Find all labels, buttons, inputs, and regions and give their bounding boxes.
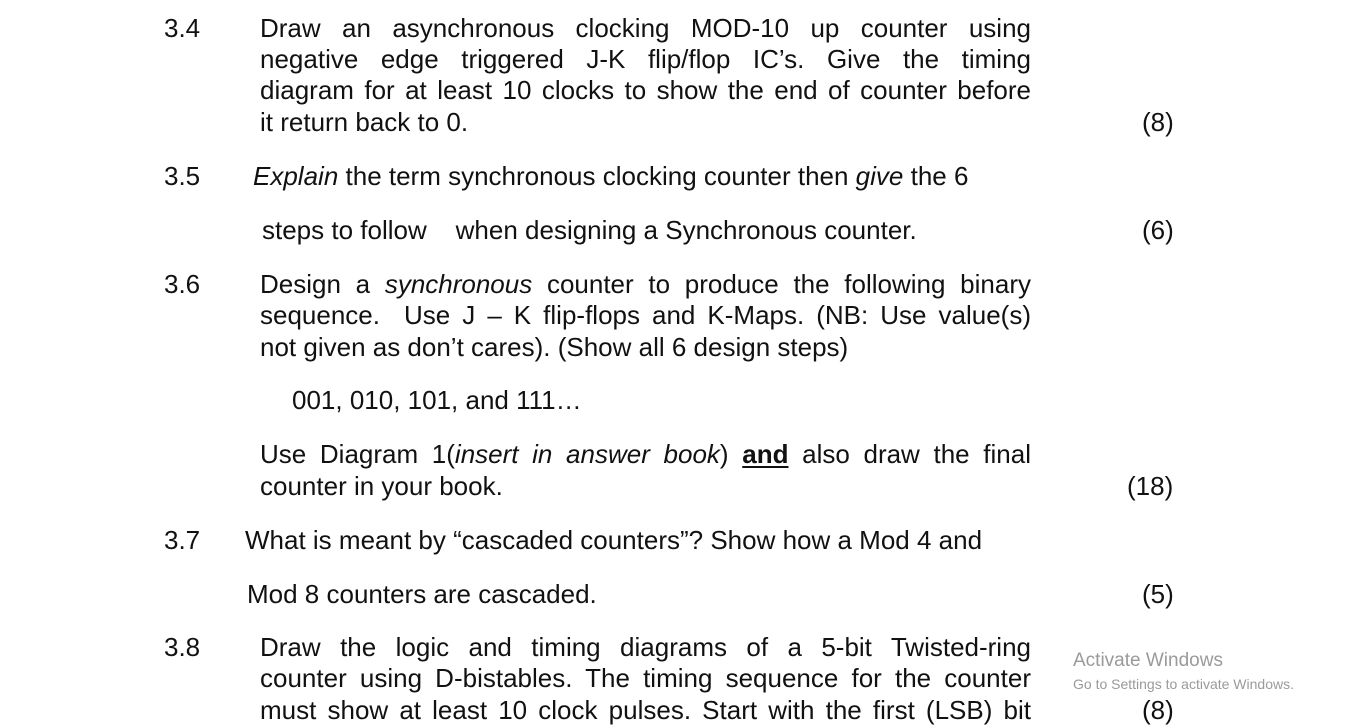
activate-windows-title: Activate Windows [1073, 650, 1223, 671]
q3-6-marks: (18) [1127, 471, 1174, 501]
q3-5-give: give [855, 161, 904, 191]
q3-6-text-c: Use Diagram 1( [260, 439, 455, 469]
q3-6-line-3: not given as don’t cares). (Show all 6 design steps) [260, 332, 849, 362]
q3-8-line-1: Draw the logic and timing diagrams of a 5-bit Twisted-ring [260, 632, 1031, 662]
q3-5-line-2: steps to follow when designing a Synchronous counter. [262, 215, 917, 245]
question-number-3-4: 3.4 [164, 13, 201, 43]
q3-4-line-3: diagram for at least 10 clocks to show the end of counter before [260, 75, 1031, 105]
q3-6-insert-note: insert in answer book [454, 439, 720, 469]
q3-7-line-1: What is meant by “cascaded counters”? Show how a Mod 4 and [245, 525, 983, 555]
q3-5-marks: (6) [1142, 215, 1174, 245]
q3-6-and-emphasis: and [742, 439, 789, 469]
q3-4-marks: (8) [1142, 107, 1174, 137]
q3-6-text-e: also draw the final [788, 439, 1031, 469]
question-number-3-7: 3.7 [164, 525, 201, 555]
q3-8-marks: (8) [1142, 695, 1174, 725]
q3-4-line-4: it return back to 0. [260, 107, 469, 137]
q3-6-line-1 [260, 269, 1031, 300]
q3-6-text-b: counter to produce the following binary [532, 269, 1031, 299]
q3-6-text-a: Design a [260, 269, 385, 299]
q3-6-synchronous: synchronous [384, 269, 533, 299]
q3-8-line-2: counter using D-bistables. The timing sequence for the counter [260, 663, 1031, 693]
q3-4-line-1: Draw an asynchronous clocking MOD-10 up counter using [260, 13, 1031, 43]
q3-6-text-d: ) [719, 439, 743, 469]
question-number-3-8: 3.8 [164, 632, 201, 662]
q3-7-line-2: Mod 8 counters are cascaded. [247, 579, 597, 609]
q3-5-line-1 [253, 161, 968, 192]
q3-4-line-2: negative edge triggered J-K flip/flop IC’s. Give the timing [260, 44, 1031, 74]
q3-6-line-2: sequence. Use J – K flip-flops and K-Maps. (NB: Use value(s) [260, 300, 1031, 330]
q3-5-explain: Explain [253, 161, 339, 191]
q3-8-line-3: must show at least 10 clock pulses. Start with the first (LSB) bit [260, 695, 1031, 725]
q3-6-sequence: 001, 010, 101, and 111… [292, 385, 582, 415]
q3-6-line-5: counter in your book. [260, 471, 503, 501]
q3-7-marks: (5) [1142, 579, 1174, 609]
q3-5-text-b: the 6 [903, 161, 969, 191]
q3-6-line-4 [260, 439, 1031, 470]
q3-5-text-a: the term synchronous clocking counter then [338, 161, 856, 191]
question-number-3-6: 3.6 [164, 269, 201, 299]
question-number-3-5: 3.5 [164, 161, 201, 191]
activate-windows-subtitle: Go to Settings to activate Windows. [1073, 676, 1294, 692]
